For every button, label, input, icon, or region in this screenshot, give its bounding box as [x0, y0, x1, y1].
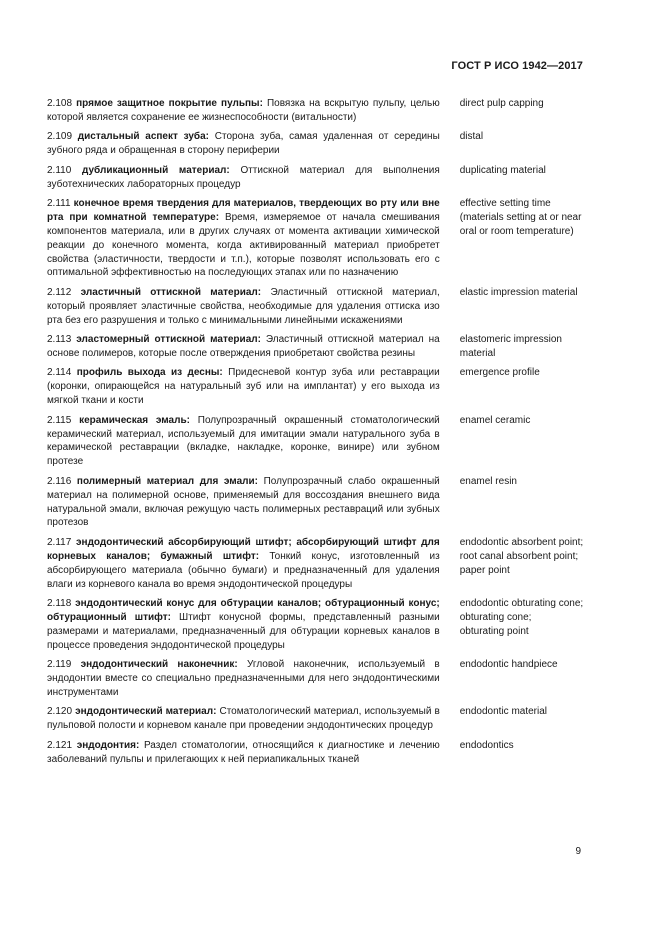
term-entry: [47, 366, 587, 408]
term-entry: [47, 536, 587, 592]
term-definition: Придесневой контур зуба или реставрации (коронки, опирающейся на натуральный зуб или на имплантат) у его выхода из мягкой ткани и кости: [47, 367, 440, 407]
english-term-line: emergence profile: [459, 367, 540, 379]
english-term-line: elastic impression material: [459, 286, 578, 298]
term-entry: [47, 286, 587, 328]
term-number: 2.121: [47, 739, 73, 751]
term-number: 2.119: [47, 659, 72, 671]
term-english: [460, 658, 587, 700]
english-term-line: endodontic handpiece: [459, 659, 558, 671]
term-definition: Раздел стоматологии, относящийся к диагностике и лечению заболеваний пульпы и прилегающих к ней периапикальных тканей: [47, 739, 440, 765]
term-english: [460, 475, 587, 531]
term-entry: [47, 197, 587, 280]
term-name: конечное время твердения для материалов, твердеющих во рту или вне рта при комнатной температуре:: [47, 197, 440, 223]
term-entry: [47, 739, 587, 767]
term-definition-ru: [47, 286, 440, 328]
term-definition-ru: [47, 366, 440, 408]
term-name: дубликационный материал:: [82, 164, 230, 176]
term-number: 2.115: [47, 414, 72, 426]
term-name: эндодонтический материал:: [75, 706, 217, 718]
term-entry: [47, 333, 587, 361]
term-name: дистальный аспект зуба:: [77, 131, 209, 143]
term-english: [460, 536, 587, 592]
term-definition: Эластичный оттискной материал, который проявляет эластичные свойства, необходимые для удаления оттиска изо рта без его разрушения и только с минимальными линейными искажениями: [47, 286, 440, 326]
term-english: [460, 366, 587, 408]
term-english: [460, 286, 587, 328]
terms-list: [47, 97, 587, 772]
term-definition: Оттискной материал для выполнения зуботехнических лабораторных процедур: [47, 164, 440, 190]
term-definition: Время, измеряемое от начала смешивания компонентов материала, или в других случаях от момента активации химической реакции до конечного момента, когда активированный материал приобретет свойства (эластичности, твердости и т.п.), которые позволят использовать его с оптимальной эффективностью на последующих этапах или по назначению: [47, 211, 440, 279]
term-definition: Полупрозрачный окрашенный стоматологический керамический материал, используемый для имитации эмали натурального зуба в керамической реставрации (вкладке, накладке, коронке, винире) или зубном протезе: [47, 414, 440, 468]
english-term-line: endodontic obturating cone;: [459, 598, 584, 609]
term-number: 2.108: [47, 98, 73, 109]
term-definition-ru: [47, 414, 440, 470]
term-definition-ru: [47, 705, 440, 733]
term-number: 2.116: [47, 475, 72, 487]
term-definition: Штифт конусной формы, представленный разными размерами и материалами, предназначенный для обтурации корневых каналов в процессе проведения эндодонтической процедуры: [47, 611, 440, 651]
term-definition-ru: [47, 164, 440, 192]
term-definition-ru: [47, 333, 440, 361]
term-entry: [47, 475, 587, 531]
term-definition-ru: [47, 597, 440, 653]
term-definition-ru: [47, 475, 440, 531]
english-term-line: root canal absorbent point; paper point: [459, 550, 579, 576]
term-entry: [47, 130, 587, 158]
english-term-line: obturating point: [459, 625, 529, 637]
english-term-line: direct pulp capping: [459, 98, 544, 109]
term-definition: Полупрозрачный слабо окрашенный материал на полимерной основе, применяемый для воссоздания внешнего вида натуральной эмали, включая режущую часть полимерных реставраций или зубных протезов: [47, 475, 440, 529]
term-definition: Повязка на вскрытую пульпу, целью которой является сохранение ее жизнеспособности (витальности): [47, 98, 440, 123]
english-term-line: distal: [459, 131, 484, 143]
term-english: [460, 597, 587, 653]
term-name: прямое защитное покрытие пульпы:: [76, 98, 263, 109]
term-name: профиль выхода из десны:: [76, 367, 223, 379]
term-name: эластомерный оттискной материал:: [76, 334, 261, 346]
term-name: эндодонтический наконечник:: [80, 659, 238, 671]
term-english: [460, 197, 587, 280]
term-entry: [47, 597, 587, 653]
term-english: [460, 130, 587, 158]
term-number: 2.114: [47, 367, 72, 379]
term-number: 2.120: [47, 706, 73, 718]
term-number: 2.118: [47, 598, 72, 609]
term-name: эластичный оттискной материал:: [80, 286, 262, 298]
term-number: 2.109: [47, 131, 73, 143]
term-number: 2.112: [47, 286, 72, 298]
term-definition: Сторона зуба, самая удаленная от середины зубного ряда и обращенная в сторону периферии: [47, 131, 440, 157]
term-number: 2.117: [47, 536, 72, 548]
term-english: [460, 333, 587, 361]
term-entry: [47, 97, 587, 125]
term-definition: Тонкий конус, изготовленный из абсорбирующего материала (обычно бумаги) и предназначенный для удаления влаги из корневого канала во время эндодонтической процедуры: [47, 550, 440, 590]
term-entry: [47, 164, 587, 192]
english-term-line: effective setting time (materials setting at or near oral or room temperature): [459, 197, 582, 237]
term-entry: [47, 658, 587, 700]
english-term-line: duplicating material: [459, 164, 546, 176]
term-english: [460, 164, 587, 192]
term-definition: Угловой наконечник, используемый в эндодонтии вместе со специально предназначенными для него эндодонтическими инструментами: [47, 659, 440, 698]
term-name: эндодонтический абсорбирующий штифт; абсорбирующий штифт для корневых каналов; бумажный штифт:: [47, 536, 440, 562]
english-term-line: elastomeric impression material: [459, 334, 562, 359]
term-english: [460, 97, 587, 125]
term-english: [460, 414, 587, 470]
english-term-line: obturating cone;: [459, 611, 532, 623]
term-definition-ru: [47, 536, 440, 592]
standard-designation: ГОСТ Р ИСО 1942—2017: [451, 60, 583, 72]
term-name: эндодонтический конус для обтурации каналов; обтурационный конус; обтурационный штифт:: [47, 598, 440, 623]
term-number: 2.111: [47, 197, 71, 209]
term-english: [460, 705, 587, 733]
term-name: полимерный материал для эмали:: [76, 475, 258, 487]
term-definition-ru: [47, 130, 440, 158]
term-english: [460, 739, 587, 767]
term-definition: Эластичный оттискной материал на основе полимеров, которые после отверждения приобретают свойства резины: [47, 334, 440, 359]
english-term-line: endodontic absorbent point;: [459, 536, 584, 548]
term-entry: [47, 414, 587, 470]
term-definition-ru: [47, 197, 440, 280]
term-name: керамическая эмаль:: [79, 414, 190, 426]
term-definition-ru: [47, 658, 440, 700]
english-term-line: endodontic material: [459, 706, 548, 718]
term-definition-ru: [47, 97, 440, 125]
english-term-line: endodontics: [459, 739, 514, 751]
term-definition: Стоматологический материал, используемый в пульповой полости и корневом канале при проведении эндодонтических процедур: [47, 706, 440, 732]
term-definition-ru: [47, 739, 440, 767]
term-entry: [47, 705, 587, 733]
english-term-line: enamel ceramic: [459, 414, 531, 426]
page-number: 9: [575, 846, 581, 857]
term-number: 2.110: [47, 164, 72, 176]
term-name: эндодонтия:: [76, 739, 140, 751]
english-term-line: enamel resin: [459, 475, 517, 487]
term-number: 2.113: [47, 334, 72, 346]
